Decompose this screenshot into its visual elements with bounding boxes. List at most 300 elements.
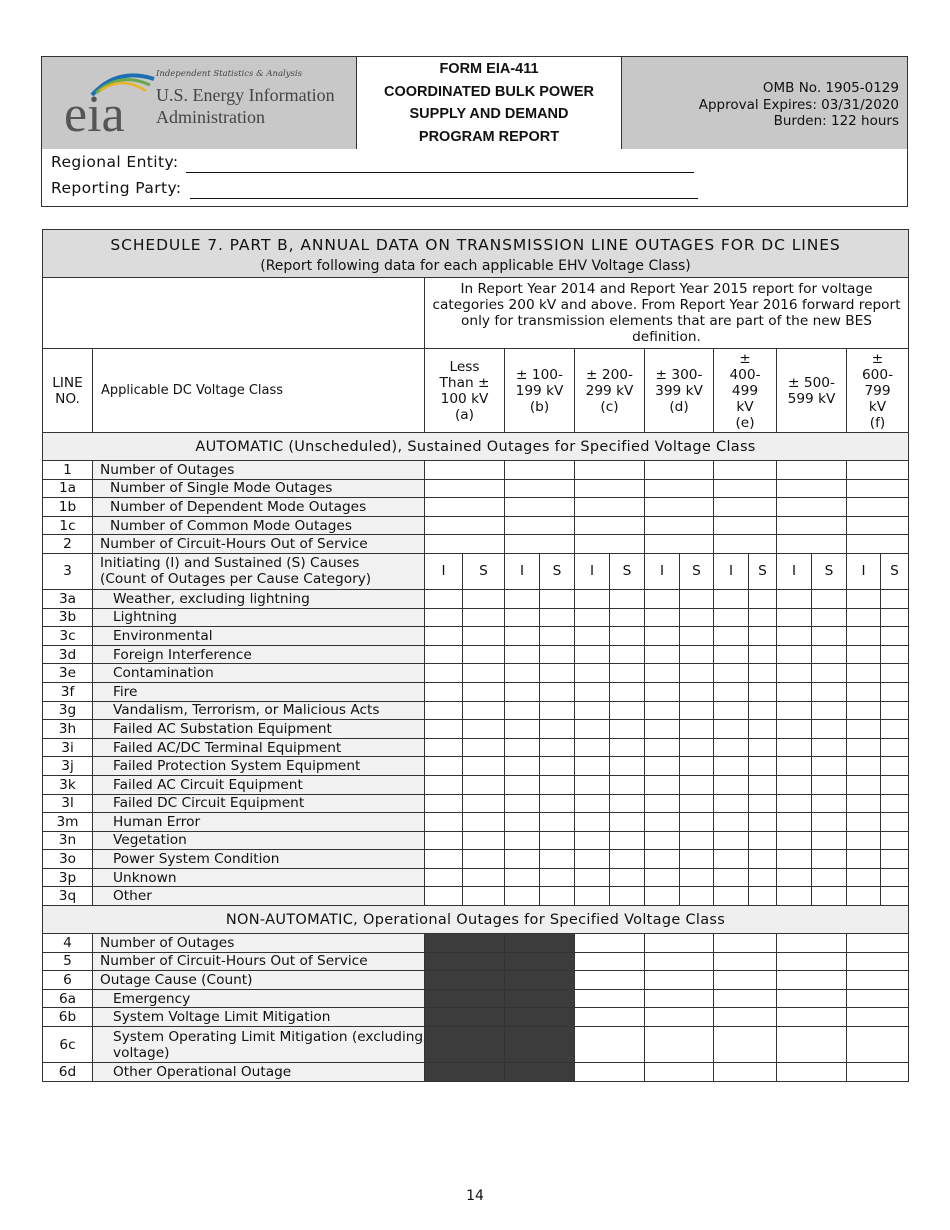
cause-count-cell[interactable] bbox=[749, 868, 777, 887]
value-cell[interactable] bbox=[847, 461, 909, 480]
cause-count-cell[interactable] bbox=[425, 831, 463, 850]
cause-count-cell[interactable] bbox=[749, 701, 777, 720]
cause-count-cell[interactable] bbox=[881, 794, 909, 813]
cause-count-cell[interactable] bbox=[425, 701, 463, 720]
cause-count-cell[interactable] bbox=[540, 701, 575, 720]
cause-count-cell[interactable] bbox=[749, 794, 777, 813]
value-cell[interactable] bbox=[777, 1027, 847, 1063]
cause-count-cell[interactable] bbox=[505, 775, 540, 794]
cause-count-cell[interactable] bbox=[610, 887, 645, 906]
cause-count-cell[interactable] bbox=[714, 608, 749, 627]
cause-count-cell[interactable] bbox=[425, 645, 463, 664]
cause-count-cell[interactable] bbox=[575, 738, 610, 757]
cause-count-cell[interactable] bbox=[749, 831, 777, 850]
cause-count-cell[interactable] bbox=[680, 831, 714, 850]
cause-count-cell[interactable] bbox=[812, 738, 847, 757]
cause-count-cell[interactable] bbox=[680, 627, 714, 646]
cause-count-cell[interactable] bbox=[714, 775, 749, 794]
cause-count-cell[interactable] bbox=[540, 627, 575, 646]
value-cell[interactable] bbox=[714, 952, 777, 971]
cause-count-cell[interactable] bbox=[610, 720, 645, 739]
cause-count-cell[interactable] bbox=[777, 645, 812, 664]
cause-count-cell[interactable] bbox=[463, 608, 505, 627]
cause-count-cell[interactable] bbox=[812, 682, 847, 701]
cause-count-cell[interactable] bbox=[777, 813, 812, 832]
cause-count-cell[interactable] bbox=[847, 589, 881, 608]
cause-count-cell[interactable] bbox=[777, 738, 812, 757]
value-cell[interactable] bbox=[425, 461, 505, 480]
cause-count-cell[interactable] bbox=[463, 720, 505, 739]
cause-count-cell[interactable] bbox=[881, 720, 909, 739]
value-cell[interactable] bbox=[777, 479, 847, 498]
value-cell[interactable] bbox=[847, 952, 909, 971]
cause-count-cell[interactable] bbox=[881, 757, 909, 776]
cause-count-cell[interactable] bbox=[714, 887, 749, 906]
cause-count-cell[interactable] bbox=[881, 831, 909, 850]
value-cell[interactable] bbox=[575, 479, 645, 498]
value-cell[interactable] bbox=[714, 1008, 777, 1027]
cause-count-cell[interactable] bbox=[777, 831, 812, 850]
cause-count-cell[interactable] bbox=[777, 701, 812, 720]
cause-count-cell[interactable] bbox=[463, 775, 505, 794]
cause-count-cell[interactable] bbox=[575, 664, 610, 683]
value-cell[interactable] bbox=[714, 971, 777, 990]
cause-count-cell[interactable] bbox=[610, 813, 645, 832]
value-cell[interactable] bbox=[425, 479, 505, 498]
cause-count-cell[interactable] bbox=[505, 701, 540, 720]
cause-count-cell[interactable] bbox=[505, 627, 540, 646]
cause-count-cell[interactable] bbox=[575, 850, 610, 869]
cause-count-cell[interactable] bbox=[749, 645, 777, 664]
cause-count-cell[interactable] bbox=[425, 664, 463, 683]
cause-count-cell[interactable] bbox=[777, 794, 812, 813]
cause-count-cell[interactable] bbox=[505, 794, 540, 813]
cause-count-cell[interactable] bbox=[540, 868, 575, 887]
cause-count-cell[interactable] bbox=[463, 887, 505, 906]
regional-entity-field[interactable] bbox=[186, 172, 694, 173]
value-cell[interactable] bbox=[575, 1063, 645, 1082]
cause-count-cell[interactable] bbox=[680, 757, 714, 776]
cause-count-cell[interactable] bbox=[680, 850, 714, 869]
cause-count-cell[interactable] bbox=[505, 645, 540, 664]
cause-count-cell[interactable] bbox=[812, 868, 847, 887]
cause-count-cell[interactable] bbox=[645, 682, 680, 701]
cause-count-cell[interactable] bbox=[812, 887, 847, 906]
value-cell[interactable] bbox=[777, 516, 847, 535]
cause-count-cell[interactable] bbox=[881, 627, 909, 646]
cause-count-cell[interactable] bbox=[645, 589, 680, 608]
value-cell[interactable] bbox=[714, 516, 777, 535]
cause-count-cell[interactable] bbox=[610, 589, 645, 608]
value-cell[interactable] bbox=[777, 535, 847, 554]
cause-count-cell[interactable] bbox=[575, 645, 610, 664]
cause-count-cell[interactable] bbox=[645, 627, 680, 646]
cause-count-cell[interactable] bbox=[777, 775, 812, 794]
cause-count-cell[interactable] bbox=[714, 682, 749, 701]
cause-count-cell[interactable] bbox=[881, 868, 909, 887]
cause-count-cell[interactable] bbox=[575, 775, 610, 794]
value-cell[interactable] bbox=[645, 516, 714, 535]
cause-count-cell[interactable] bbox=[847, 775, 881, 794]
cause-count-cell[interactable] bbox=[425, 738, 463, 757]
cause-count-cell[interactable] bbox=[680, 775, 714, 794]
cause-count-cell[interactable] bbox=[749, 850, 777, 869]
value-cell[interactable] bbox=[505, 498, 575, 517]
cause-count-cell[interactable] bbox=[680, 701, 714, 720]
cause-count-cell[interactable] bbox=[505, 682, 540, 701]
cause-count-cell[interactable] bbox=[714, 813, 749, 832]
cause-count-cell[interactable] bbox=[680, 682, 714, 701]
cause-count-cell[interactable] bbox=[463, 701, 505, 720]
cause-count-cell[interactable] bbox=[425, 850, 463, 869]
cause-count-cell[interactable] bbox=[680, 868, 714, 887]
value-cell[interactable] bbox=[645, 1027, 714, 1063]
cause-count-cell[interactable] bbox=[645, 720, 680, 739]
cause-count-cell[interactable] bbox=[680, 664, 714, 683]
value-cell[interactable] bbox=[777, 971, 847, 990]
cause-count-cell[interactable] bbox=[749, 589, 777, 608]
cause-count-cell[interactable] bbox=[540, 645, 575, 664]
cause-count-cell[interactable] bbox=[645, 794, 680, 813]
cause-count-cell[interactable] bbox=[425, 682, 463, 701]
value-cell[interactable] bbox=[575, 498, 645, 517]
cause-count-cell[interactable] bbox=[540, 887, 575, 906]
cause-count-cell[interactable] bbox=[777, 664, 812, 683]
cause-count-cell[interactable] bbox=[463, 589, 505, 608]
cause-count-cell[interactable] bbox=[505, 887, 540, 906]
cause-count-cell[interactable] bbox=[645, 850, 680, 869]
value-cell[interactable] bbox=[425, 535, 505, 554]
cause-count-cell[interactable] bbox=[847, 738, 881, 757]
value-cell[interactable] bbox=[714, 535, 777, 554]
cause-count-cell[interactable] bbox=[463, 645, 505, 664]
cause-count-cell[interactable] bbox=[575, 608, 610, 627]
value-cell[interactable] bbox=[777, 989, 847, 1008]
cause-count-cell[interactable] bbox=[847, 850, 881, 869]
cause-count-cell[interactable] bbox=[714, 627, 749, 646]
cause-count-cell[interactable] bbox=[812, 608, 847, 627]
cause-count-cell[interactable] bbox=[881, 775, 909, 794]
cause-count-cell[interactable] bbox=[777, 589, 812, 608]
cause-count-cell[interactable] bbox=[575, 794, 610, 813]
value-cell[interactable] bbox=[575, 516, 645, 535]
cause-count-cell[interactable] bbox=[610, 831, 645, 850]
cause-count-cell[interactable] bbox=[680, 645, 714, 664]
value-cell[interactable] bbox=[847, 989, 909, 1008]
cause-count-cell[interactable] bbox=[847, 887, 881, 906]
cause-count-cell[interactable] bbox=[505, 664, 540, 683]
cause-count-cell[interactable] bbox=[645, 775, 680, 794]
reporting-party-field[interactable] bbox=[190, 198, 698, 199]
cause-count-cell[interactable] bbox=[749, 627, 777, 646]
cause-count-cell[interactable] bbox=[645, 738, 680, 757]
cause-count-cell[interactable] bbox=[505, 720, 540, 739]
cause-count-cell[interactable] bbox=[463, 682, 505, 701]
cause-count-cell[interactable] bbox=[645, 608, 680, 627]
cause-count-cell[interactable] bbox=[714, 757, 749, 776]
cause-count-cell[interactable] bbox=[812, 794, 847, 813]
value-cell[interactable] bbox=[425, 516, 505, 535]
cause-count-cell[interactable] bbox=[505, 813, 540, 832]
cause-count-cell[interactable] bbox=[749, 757, 777, 776]
cause-count-cell[interactable] bbox=[847, 757, 881, 776]
cause-count-cell[interactable] bbox=[847, 794, 881, 813]
cause-count-cell[interactable] bbox=[714, 664, 749, 683]
cause-count-cell[interactable] bbox=[680, 813, 714, 832]
cause-count-cell[interactable] bbox=[881, 608, 909, 627]
value-cell[interactable] bbox=[575, 535, 645, 554]
value-cell[interactable] bbox=[847, 516, 909, 535]
cause-count-cell[interactable] bbox=[812, 831, 847, 850]
cause-count-cell[interactable] bbox=[847, 608, 881, 627]
cause-count-cell[interactable] bbox=[540, 850, 575, 869]
cause-count-cell[interactable] bbox=[645, 887, 680, 906]
value-cell[interactable] bbox=[847, 1063, 909, 1082]
cause-count-cell[interactable] bbox=[812, 664, 847, 683]
value-cell[interactable] bbox=[645, 989, 714, 1008]
cause-count-cell[interactable] bbox=[881, 887, 909, 906]
cause-count-cell[interactable] bbox=[714, 720, 749, 739]
cause-count-cell[interactable] bbox=[777, 887, 812, 906]
cause-count-cell[interactable] bbox=[714, 738, 749, 757]
cause-count-cell[interactable] bbox=[505, 608, 540, 627]
value-cell[interactable] bbox=[645, 952, 714, 971]
cause-count-cell[interactable] bbox=[680, 738, 714, 757]
cause-count-cell[interactable] bbox=[881, 664, 909, 683]
cause-count-cell[interactable] bbox=[610, 775, 645, 794]
value-cell[interactable] bbox=[575, 1027, 645, 1063]
value-cell[interactable] bbox=[714, 479, 777, 498]
cause-count-cell[interactable] bbox=[575, 682, 610, 701]
cause-count-cell[interactable] bbox=[645, 813, 680, 832]
cause-count-cell[interactable] bbox=[881, 645, 909, 664]
cause-count-cell[interactable] bbox=[881, 589, 909, 608]
value-cell[interactable] bbox=[645, 1063, 714, 1082]
cause-count-cell[interactable] bbox=[540, 738, 575, 757]
cause-count-cell[interactable] bbox=[777, 850, 812, 869]
value-cell[interactable] bbox=[847, 971, 909, 990]
cause-count-cell[interactable] bbox=[645, 831, 680, 850]
cause-count-cell[interactable] bbox=[777, 682, 812, 701]
value-cell[interactable] bbox=[847, 934, 909, 953]
value-cell[interactable] bbox=[575, 971, 645, 990]
cause-count-cell[interactable] bbox=[610, 664, 645, 683]
cause-count-cell[interactable] bbox=[714, 701, 749, 720]
cause-count-cell[interactable] bbox=[680, 720, 714, 739]
cause-count-cell[interactable] bbox=[610, 701, 645, 720]
value-cell[interactable] bbox=[847, 1027, 909, 1063]
cause-count-cell[interactable] bbox=[714, 589, 749, 608]
value-cell[interactable] bbox=[575, 461, 645, 480]
cause-count-cell[interactable] bbox=[425, 887, 463, 906]
value-cell[interactable] bbox=[777, 1008, 847, 1027]
cause-count-cell[interactable] bbox=[749, 664, 777, 683]
cause-count-cell[interactable] bbox=[645, 645, 680, 664]
cause-count-cell[interactable] bbox=[425, 868, 463, 887]
cause-count-cell[interactable] bbox=[540, 831, 575, 850]
value-cell[interactable] bbox=[777, 934, 847, 953]
value-cell[interactable] bbox=[847, 1008, 909, 1027]
cause-count-cell[interactable] bbox=[812, 850, 847, 869]
cause-count-cell[interactable] bbox=[505, 589, 540, 608]
value-cell[interactable] bbox=[847, 479, 909, 498]
cause-count-cell[interactable] bbox=[463, 868, 505, 887]
cause-count-cell[interactable] bbox=[610, 608, 645, 627]
value-cell[interactable] bbox=[645, 1008, 714, 1027]
cause-count-cell[interactable] bbox=[645, 701, 680, 720]
cause-count-cell[interactable] bbox=[847, 720, 881, 739]
cause-count-cell[interactable] bbox=[540, 775, 575, 794]
cause-count-cell[interactable] bbox=[812, 701, 847, 720]
cause-count-cell[interactable] bbox=[463, 627, 505, 646]
cause-count-cell[interactable] bbox=[610, 868, 645, 887]
value-cell[interactable] bbox=[847, 498, 909, 517]
cause-count-cell[interactable] bbox=[812, 589, 847, 608]
value-cell[interactable] bbox=[505, 479, 575, 498]
cause-count-cell[interactable] bbox=[847, 868, 881, 887]
value-cell[interactable] bbox=[714, 989, 777, 1008]
cause-count-cell[interactable] bbox=[881, 738, 909, 757]
cause-count-cell[interactable] bbox=[540, 589, 575, 608]
cause-count-cell[interactable] bbox=[425, 720, 463, 739]
cause-count-cell[interactable] bbox=[610, 738, 645, 757]
cause-count-cell[interactable] bbox=[777, 757, 812, 776]
cause-count-cell[interactable] bbox=[812, 720, 847, 739]
cause-count-cell[interactable] bbox=[749, 813, 777, 832]
value-cell[interactable] bbox=[505, 535, 575, 554]
cause-count-cell[interactable] bbox=[463, 850, 505, 869]
value-cell[interactable] bbox=[575, 934, 645, 953]
cause-count-cell[interactable] bbox=[847, 664, 881, 683]
cause-count-cell[interactable] bbox=[749, 720, 777, 739]
cause-count-cell[interactable] bbox=[540, 757, 575, 776]
cause-count-cell[interactable] bbox=[575, 831, 610, 850]
value-cell[interactable] bbox=[505, 461, 575, 480]
cause-count-cell[interactable] bbox=[749, 608, 777, 627]
value-cell[interactable] bbox=[645, 461, 714, 480]
cause-count-cell[interactable] bbox=[847, 627, 881, 646]
cause-count-cell[interactable] bbox=[777, 627, 812, 646]
cause-count-cell[interactable] bbox=[714, 794, 749, 813]
cause-count-cell[interactable] bbox=[575, 720, 610, 739]
value-cell[interactable] bbox=[645, 934, 714, 953]
cause-count-cell[interactable] bbox=[645, 664, 680, 683]
value-cell[interactable] bbox=[645, 479, 714, 498]
value-cell[interactable] bbox=[645, 971, 714, 990]
cause-count-cell[interactable] bbox=[680, 608, 714, 627]
cause-count-cell[interactable] bbox=[425, 757, 463, 776]
value-cell[interactable] bbox=[777, 461, 847, 480]
cause-count-cell[interactable] bbox=[777, 868, 812, 887]
cause-count-cell[interactable] bbox=[645, 757, 680, 776]
value-cell[interactable] bbox=[847, 535, 909, 554]
cause-count-cell[interactable] bbox=[749, 775, 777, 794]
value-cell[interactable] bbox=[575, 989, 645, 1008]
cause-count-cell[interactable] bbox=[425, 608, 463, 627]
cause-count-cell[interactable] bbox=[847, 682, 881, 701]
cause-count-cell[interactable] bbox=[610, 645, 645, 664]
cause-count-cell[interactable] bbox=[847, 701, 881, 720]
value-cell[interactable] bbox=[714, 461, 777, 480]
cause-count-cell[interactable] bbox=[575, 627, 610, 646]
cause-count-cell[interactable] bbox=[812, 645, 847, 664]
cause-count-cell[interactable] bbox=[425, 627, 463, 646]
cause-count-cell[interactable] bbox=[425, 813, 463, 832]
cause-count-cell[interactable] bbox=[714, 831, 749, 850]
cause-count-cell[interactable] bbox=[847, 813, 881, 832]
cause-count-cell[interactable] bbox=[777, 720, 812, 739]
cause-count-cell[interactable] bbox=[425, 589, 463, 608]
cause-count-cell[interactable] bbox=[540, 608, 575, 627]
cause-count-cell[interactable] bbox=[575, 757, 610, 776]
cause-count-cell[interactable] bbox=[425, 775, 463, 794]
cause-count-cell[interactable] bbox=[680, 794, 714, 813]
cause-count-cell[interactable] bbox=[610, 757, 645, 776]
value-cell[interactable] bbox=[575, 1008, 645, 1027]
value-cell[interactable] bbox=[777, 952, 847, 971]
cause-count-cell[interactable] bbox=[714, 868, 749, 887]
cause-count-cell[interactable] bbox=[575, 701, 610, 720]
cause-count-cell[interactable] bbox=[610, 850, 645, 869]
cause-count-cell[interactable] bbox=[714, 850, 749, 869]
cause-count-cell[interactable] bbox=[847, 831, 881, 850]
cause-count-cell[interactable] bbox=[812, 627, 847, 646]
cause-count-cell[interactable] bbox=[610, 627, 645, 646]
cause-count-cell[interactable] bbox=[540, 682, 575, 701]
value-cell[interactable] bbox=[425, 498, 505, 517]
cause-count-cell[interactable] bbox=[812, 775, 847, 794]
cause-count-cell[interactable] bbox=[749, 682, 777, 701]
cause-count-cell[interactable] bbox=[505, 757, 540, 776]
cause-count-cell[interactable] bbox=[575, 589, 610, 608]
cause-count-cell[interactable] bbox=[812, 813, 847, 832]
cause-count-cell[interactable] bbox=[575, 887, 610, 906]
cause-count-cell[interactable] bbox=[847, 645, 881, 664]
value-cell[interactable] bbox=[777, 498, 847, 517]
cause-count-cell[interactable] bbox=[505, 738, 540, 757]
cause-count-cell[interactable] bbox=[749, 887, 777, 906]
cause-count-cell[interactable] bbox=[680, 887, 714, 906]
cause-count-cell[interactable] bbox=[540, 664, 575, 683]
value-cell[interactable] bbox=[714, 1063, 777, 1082]
cause-count-cell[interactable] bbox=[505, 831, 540, 850]
value-cell[interactable] bbox=[714, 934, 777, 953]
cause-count-cell[interactable] bbox=[749, 738, 777, 757]
value-cell[interactable] bbox=[714, 498, 777, 517]
cause-count-cell[interactable] bbox=[610, 682, 645, 701]
cause-count-cell[interactable] bbox=[645, 868, 680, 887]
value-cell[interactable] bbox=[505, 516, 575, 535]
value-cell[interactable] bbox=[777, 1063, 847, 1082]
cause-count-cell[interactable] bbox=[777, 608, 812, 627]
cause-count-cell[interactable] bbox=[463, 794, 505, 813]
cause-count-cell[interactable] bbox=[714, 645, 749, 664]
cause-count-cell[interactable] bbox=[881, 813, 909, 832]
cause-count-cell[interactable] bbox=[540, 813, 575, 832]
cause-count-cell[interactable] bbox=[463, 831, 505, 850]
cause-count-cell[interactable] bbox=[881, 682, 909, 701]
cause-count-cell[interactable] bbox=[463, 813, 505, 832]
cause-count-cell[interactable] bbox=[505, 868, 540, 887]
cause-count-cell[interactable] bbox=[540, 794, 575, 813]
cause-count-cell[interactable] bbox=[881, 701, 909, 720]
value-cell[interactable] bbox=[575, 952, 645, 971]
cause-count-cell[interactable] bbox=[812, 757, 847, 776]
cause-count-cell[interactable] bbox=[540, 720, 575, 739]
cause-count-cell[interactable] bbox=[463, 738, 505, 757]
value-cell[interactable] bbox=[645, 498, 714, 517]
cause-count-cell[interactable] bbox=[680, 589, 714, 608]
